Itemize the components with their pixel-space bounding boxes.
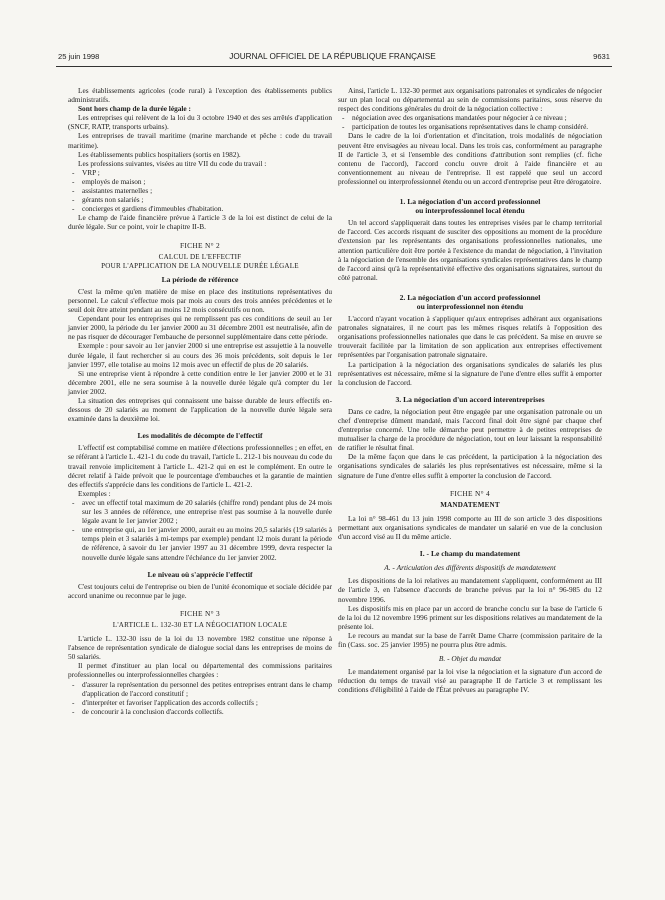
list-item: - participation de toutes les organisations représentatives dans le champ considéré. bbox=[338, 122, 602, 131]
subsection-heading: A. - Articulation des différents dispositifs de mandatement bbox=[384, 563, 556, 573]
paragraph: Dans ce cadre, la négociation peut être engagée par une organisation patronale ou un chef d'entreprise dûment mandaté, mais l'accord final doit être signé par chaque chef d'entreprise concerné. Une telle démarche peut permettre à de petites entreprises de mutualiser la charge de la procédure de négociation, tout en leur laissant la responsabilité de ratifier le résultat final. bbox=[338, 406, 602, 453]
paragraph: Si une entreprise vient à répondre à cette condition entre le 1er janvier 2000 et le 31 décembre 2001, elle ne sera soumise à la nouvelle durée légale qu'à compter du 1er janvier 2002. bbox=[68, 368, 332, 396]
section-heading: La période de référence bbox=[161, 274, 239, 284]
section-heading: Les modalités de décompte de l'effectif bbox=[137, 431, 263, 441]
paragraph: L'article L. 132-30 issu de la loi du 13 novembre 1982 constitue une réponse à l'absence de représentation syndicale de dialogue social dans les entreprises de moins de 50 salariés. bbox=[68, 634, 332, 662]
paragraph: C'est la même qu'en matière de mise en place des institutions représentatives du personnel. Le calcul s'effectue mois par mois au cours des trois années précédentes et le seuil doit être atteint pendant au moins 12 mois consécutifs ou non. bbox=[68, 286, 332, 315]
section-heading: Sont hors champ de la durée légale : bbox=[78, 104, 191, 114]
paragraph: De la même façon que dans le cas précédent, la participation à la négociation des organisations syndicales de salariés les plus représentatives est nécessaire, même si la signature de l'une d'entre elles suffit à emporter la conclusion de l'accord. bbox=[338, 452, 602, 480]
section-heading: 3. La négociation d'un accord interentreprises bbox=[395, 394, 545, 404]
paragraph: Le mandatement organisé par la loi vise la négociation et la signature d'un accord de réduction du temps de travail visé au paragraphe II de l'article 3 et remplissant les conditions d'éligibilité à l'aide de l'État prévues au paragraphe IV. bbox=[338, 667, 602, 695]
paragraph: La loi n° 98-461 du 13 juin 1998 comporte au III de son article 3 des dispositions permettant aux organisations syndicales de mandater un salarié en vue de la conclusion d'un accord visé au II du même article. bbox=[338, 513, 602, 542]
fiche-3-heading: FICHE N° 3 bbox=[179, 608, 221, 618]
list-item: - concierges et gardiens d'immeubles d'habitation. bbox=[68, 204, 332, 213]
header-page-number: 9631 bbox=[593, 52, 610, 61]
list-item: - d'assurer la représentation du personnel des petites entreprises entrant dans le champ d'application de l'accord constitutif ; bbox=[68, 680, 332, 698]
left-column bbox=[68, 86, 332, 716]
list-item: - assistantes maternelles ; bbox=[68, 186, 332, 195]
section-heading: Le niveau où s'apprécie l'effectif bbox=[147, 569, 253, 579]
list-item: - une entreprise qui, au 1er janvier 2000, aurait eu au moins 20,5 salariés (19 salariés à temps plein et 3 salariés à mi-temps par exemple) pendant 12 mois durant la période de référence, à savoir du 1er janvier 1997 au 31 décembre 1999, devra respecter la nouvelle durée légale sans attendre l'échéance du 1er janvier 2002. bbox=[68, 525, 332, 561]
paragraph: Les dispositifs mis en place par un accord de branche conclu sur la base de l'article 6 de la loi du 12 novembre 1996 priment sur les dispositions relatives au mandatement de la présente loi. bbox=[338, 603, 602, 631]
paragraph: Dans le cadre de la loi d'orientation et d'incitation, trois modalités de négociation peuvent être envisagées au niveau local. Dans les trois cas, conformément au paragraphe II de l'article 3, et si l'ensemble des conditions d'attribution sont remplies (cf. fiche contenu de l'accord), l'accord conclu ouvre droit à l'aide financière et au conventionnement au niveau de l'entreprise. Il est rappelé que seul un accord professionnel ou interprofessionnel étendu ou un accord d'entreprise peut être dérogatoire. bbox=[338, 131, 602, 186]
paragraph: Il permet d'instituer au plan local ou départemental des commissions paritaires professionnelles ou interprofessionnelles chargées : bbox=[68, 661, 332, 680]
paragraph: Le recours au mandat sur la base de l'arrêt Dame Charre (commission paritaire de la fin (Cass. soc. 25 janvier 1995) ne pourra plus être admis. bbox=[338, 630, 602, 649]
paragraph: Exemples : bbox=[78, 488, 111, 498]
list-item: - de concourir à la conclusion d'accords collectifs. bbox=[68, 707, 332, 716]
page-header bbox=[0, 52, 665, 66]
header-journal-title: JOURNAL OFFICIEL DE LA RÉPUBLIQUE FRANÇAISE bbox=[229, 52, 436, 61]
fiche-4-heading: FICHE N° 4 bbox=[449, 488, 491, 498]
list-item: - gérants non salariés ; bbox=[68, 195, 332, 204]
section-heading: 2. La négociation d'un accord professionnel bbox=[399, 292, 541, 302]
paragraph: Les entreprises qui relèvent de la loi du 3 octobre 1940 et des ses arrêtés d'application (SNCF, RATP, transports urbains). bbox=[68, 113, 332, 132]
fiche-4-title: MANDATEMENT bbox=[440, 500, 500, 509]
right-column bbox=[338, 86, 602, 694]
paragraph: Les professions suivantes, visées au titre VII du code du travail : bbox=[78, 158, 267, 168]
fiche-2-title: CALCUL DE L'EFFECTIF bbox=[158, 252, 242, 261]
fiche-3-title: L'ARTICLE L. 132-30 ET LA NÉGOCIATION LOCALE bbox=[112, 620, 288, 629]
list-item: - VRP ; bbox=[68, 168, 332, 177]
paragraph: Le champ de l'aide financière prévue à l'article 3 de la loi est distinct de celui de la durée légale. Sur ce point, voir le chapitre II-B. bbox=[68, 213, 332, 232]
section-heading: 1. La négociation d'un accord professionnel bbox=[399, 197, 541, 207]
list-item: - négociation avec des organisations mandatées pour négocier à ce niveau ; bbox=[338, 113, 602, 122]
subsection-heading: B. - Objet du mandat bbox=[438, 654, 502, 664]
paragraph: L'effectif est comptabilisé comme en matière d'élections professionnelles ; en effet, en se référant à l'article L. 421-1 du code du travail, l'article L. 212-1 bis nouveau du code du travail renvoie implicitement à l'article L. 421-2 qui en est le complément. En outre le décret relatif à l'aide prévoit que le pourcentage d'embauches et la garantie de maintien des effectifs s'apprécie dans les conditions de l'article L. 421-2. bbox=[68, 443, 332, 489]
section-heading: I. - Le champ du mandatement bbox=[419, 549, 521, 559]
paragraph: Les établissements publics hospitaliers (sortis en 1982). bbox=[78, 149, 241, 159]
header-date: 25 juin 1998 bbox=[58, 52, 100, 61]
paragraph: La situation des entreprises qui connaissent une baisse durable de leurs effectifs en-dessous de 20 salariés au moment de l'application de la nouvelle durée légale sera examinée dans la deuxième loi. bbox=[68, 396, 332, 424]
paragraph: Un tel accord s'appliquerait dans toutes les entreprises visées par le champ territorial de l'accord. Ces accords risquant de susciter des oppositions au moment de la procédure d'extension par les représentants des organisations professionnelles nationales, une attention particulière doit être portée à l'existence du mandat de négociation, à l'invitation à la négociation de l'ensemble des organisations syndicales représentatives dans le champ de l'accord ainsi qu'à la représentativité effective des organisations signataires, surtout du côté patronal. bbox=[338, 218, 602, 282]
list-item: - d'interpréter et favoriser l'application des accords collectifs ; bbox=[68, 698, 332, 707]
section-heading: ou interprofessionnel local étendu bbox=[415, 206, 525, 216]
list-item: - avec un effectif total maximum de 20 salariés (chiffre rond) pendant plus de 24 mois sur les 3 années de référence, une entreprise n'est pas soumise à la nouvelle durée légale avant le 1er janvier 2002 ; bbox=[68, 498, 332, 525]
paragraph: La participation à la négociation des organisations syndicales de salariés les plus représentatives est nécessaire, même si la signature de l'une d'entre elles suffit à emporter la conclusion de l'accord. bbox=[338, 359, 602, 387]
fiche-2-subtitle: POUR L'APPLICATION DE LA NOUVELLE DURÉE LÉGALE bbox=[101, 261, 299, 270]
paragraph: Ainsi, l'article L. 132-30 permet aux organisations patronales et syndicales de négocier sur un plan local ou départemental au sein de commissions paritaires, sous réserve du respect des conditions générales du droit de la négociation collective : bbox=[338, 86, 602, 114]
fiche-2-heading: FICHE N° 2 bbox=[179, 240, 221, 250]
paragraph: L'accord n'ayant vocation à s'appliquer qu'aux entreprises adhérant aux organisations patronales signataires, il ne court pas les mêmes risques relatifs à l'opposition des organisations professionnelles nationales que dans le cas précédent. Sa mise en œuvre se trouverait facilitée par la limitation de son application aux entreprises effectivement représentées par l'organisation patronale signataire. bbox=[338, 314, 602, 360]
list-item: - employés de maison ; bbox=[68, 177, 332, 186]
section-heading: ou interprofessionnel non étendu bbox=[416, 301, 524, 311]
paragraph: Les dispositions de la loi relatives au mandatement s'appliquent, conformément au III de l'article 3, en l'absence d'accords de branche prévus par la loi n° 96-985 du 12 novembre 1996. bbox=[338, 576, 602, 604]
paragraph: Cependant pour les entreprises qui ne remplissent pas ces conditions de seuil au 1er janvier 2000, la période du 1er janvier 2000 au 31 décembre 2001 est neutralisée, afin de ne pas risquer de décourager l'embauche de personnel supplémentaire dans cette période. bbox=[68, 314, 332, 342]
paragraph: C'est toujours celui de l'entreprise ou bien de l'unité économique et sociale décidée par accord unanime ou reconnue par le juge. bbox=[68, 581, 332, 600]
paragraph: Exemple : pour savoir au 1er janvier 2000 si une entreprise est assujettie à la nouvelle durée légale, il faut rechercher si au cours des 36 mois précédents, soit depuis le 1er janvier 1997, elle totalise au moins 12 mois avec un effectif de plus de 20 salariés. bbox=[68, 341, 332, 369]
header-rule bbox=[56, 66, 612, 67]
paragraph: Les entreprises de travail maritime (marine marchande et pêche : code du travail maritime). bbox=[68, 131, 332, 150]
paragraph: Les établissements agricoles (code rural) à l'exception des établissements publics administratifs. bbox=[68, 86, 332, 105]
